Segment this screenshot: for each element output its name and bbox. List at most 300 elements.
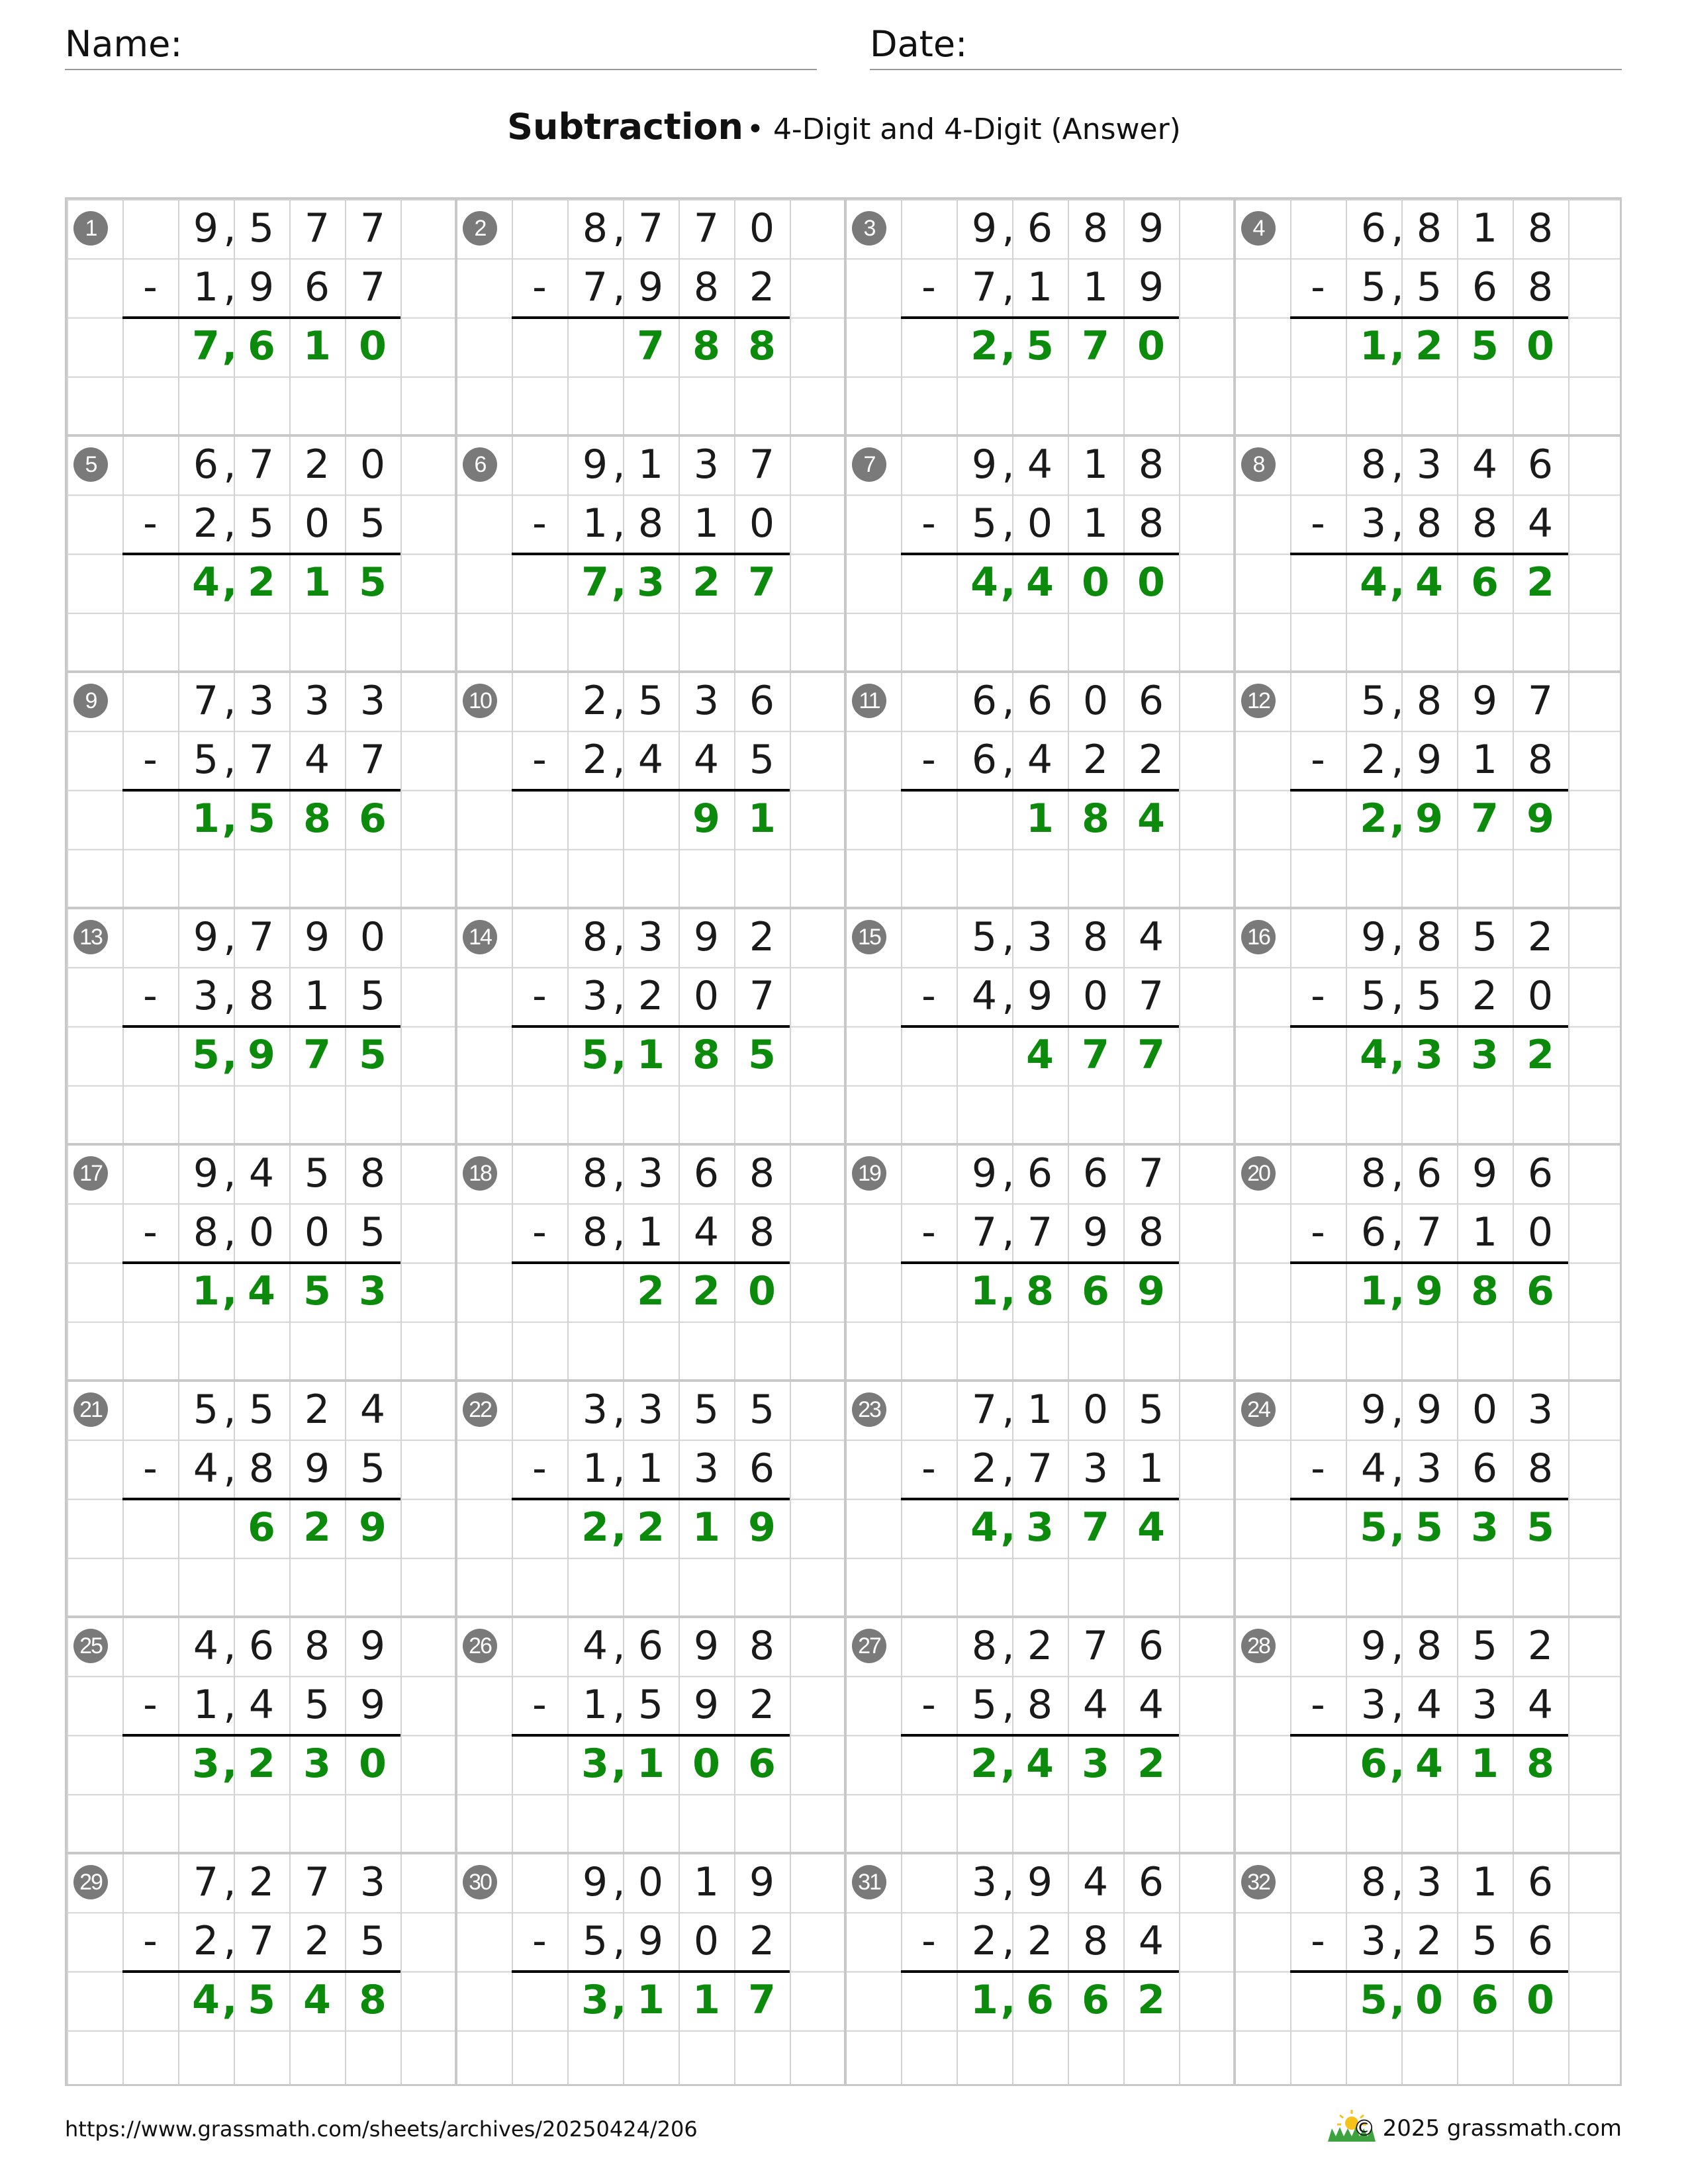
digit: 4 <box>193 1445 219 1492</box>
thousands-comma: , <box>1391 441 1404 488</box>
minuend <box>122 1381 400 1439</box>
digit: 5 <box>971 500 998 547</box>
digit: 4 <box>248 1150 275 1197</box>
digit: 8 <box>1360 1150 1387 1197</box>
problem-cell <box>845 672 1235 908</box>
thousands-comma: , <box>1389 1032 1405 1078</box>
thousands-comma: , <box>1391 1445 1404 1492</box>
digit: 7 <box>359 205 386 251</box>
digit: 4 <box>1082 1859 1109 1905</box>
digit: 5 <box>1415 1504 1443 1551</box>
digit: 6 <box>1527 441 1554 488</box>
digit: 9 <box>582 1859 608 1905</box>
subtrahend <box>512 1439 790 1498</box>
digit: 1 <box>1027 1387 1053 1433</box>
digit: 6 <box>971 678 998 724</box>
digit: 4 <box>303 1977 331 2023</box>
answer[interactable] <box>122 1262 400 1321</box>
answer[interactable] <box>901 1498 1179 1557</box>
digit: 2 <box>1082 737 1109 783</box>
digit: 8 <box>1526 1741 1554 1787</box>
subtrahend <box>901 1912 1179 1971</box>
digit: 8 <box>1416 914 1442 960</box>
subtrahend <box>122 731 400 790</box>
answer[interactable] <box>1290 1026 1568 1085</box>
problem-number-badge: 20 <box>1241 1156 1276 1191</box>
problem-number-badge: 7 <box>852 447 886 482</box>
subtrahend <box>901 494 1179 553</box>
thousands-comma: , <box>1002 1859 1015 1905</box>
thousands-comma: , <box>223 441 236 488</box>
thousands-comma: , <box>1389 559 1405 606</box>
digit: 1 <box>1472 1859 1498 1905</box>
digit: 5 <box>359 1918 386 1964</box>
digit: 2 <box>692 559 720 606</box>
subtrahend <box>901 731 1179 790</box>
digit: 9 <box>359 1504 387 1551</box>
answer[interactable] <box>122 1971 400 2030</box>
subtrahend <box>1290 967 1568 1026</box>
thousands-comma: , <box>223 914 236 960</box>
digit: 8 <box>582 1209 608 1255</box>
digit: 5 <box>1416 264 1442 310</box>
digit: 1 <box>692 1504 720 1551</box>
digit: 0 <box>1082 973 1109 1019</box>
thousands-comma: , <box>611 1741 627 1787</box>
minuend <box>901 1144 1179 1203</box>
thousands-comma: , <box>1389 796 1405 842</box>
digit: 2 <box>970 1741 998 1787</box>
digit: 2 <box>582 737 608 783</box>
subtrahend <box>512 1203 790 1262</box>
digit: 5 <box>304 1682 330 1728</box>
thousands-comma: , <box>223 1387 236 1433</box>
digit: 2 <box>1027 1918 1053 1964</box>
digit: 4 <box>1138 914 1164 960</box>
digit: 5 <box>1360 678 1387 724</box>
answer[interactable] <box>512 1498 790 1557</box>
problem-cell <box>456 1144 845 1381</box>
digit: 9 <box>1360 1623 1387 1669</box>
digit: 9 <box>1526 796 1554 842</box>
digit: 3 <box>971 1859 998 1905</box>
digit: 8 <box>582 914 608 960</box>
digit: 2 <box>1472 973 1498 1019</box>
digit: 0 <box>693 973 720 1019</box>
digit: 8 <box>1416 205 1442 251</box>
digit: 8 <box>1527 737 1554 783</box>
digit: 8 <box>971 1623 998 1669</box>
answer[interactable] <box>512 1971 790 2030</box>
problem-number-badge: 6 <box>463 447 497 482</box>
digit: 4 <box>1137 1504 1165 1551</box>
thousands-comma: , <box>223 1682 236 1728</box>
digit: 5 <box>1138 1387 1164 1433</box>
digit: 6 <box>748 1741 776 1787</box>
problem-cell <box>845 1144 1235 1381</box>
name-field[interactable] <box>65 20 817 70</box>
digit: 6 <box>248 1623 275 1669</box>
digit: 0 <box>1082 678 1109 724</box>
answer[interactable] <box>512 553 790 612</box>
digit: 0 <box>1526 323 1554 369</box>
footer-url[interactable]: https://www.grassmath.com/sheets/archives/20250424/206 <box>65 2116 698 2142</box>
digit: 5 <box>693 1387 720 1433</box>
answer[interactable] <box>901 1262 1179 1321</box>
digit: 7 <box>1137 1032 1165 1078</box>
thousands-comma: , <box>1389 1504 1405 1551</box>
answer[interactable] <box>901 790 1179 848</box>
answer[interactable] <box>901 1971 1179 2030</box>
digit: 3 <box>1415 1032 1443 1078</box>
digit: 9 <box>971 441 998 488</box>
thousands-comma: , <box>1391 1859 1404 1905</box>
problem-number-badge: 30 <box>463 1865 497 1899</box>
answer[interactable] <box>512 317 790 376</box>
thousands-comma: , <box>1391 264 1404 310</box>
date-field[interactable] <box>870 20 1622 70</box>
problem-number-badge: 26 <box>463 1629 497 1663</box>
thousands-comma: , <box>222 559 238 606</box>
digit: 5 <box>359 1209 386 1255</box>
digit: 0 <box>749 205 775 251</box>
digit: 1 <box>582 1682 608 1728</box>
digit: 7 <box>193 1859 219 1905</box>
thousands-comma: , <box>1391 1682 1404 1728</box>
digit: 2 <box>304 1387 330 1433</box>
digit: 8 <box>1138 1209 1164 1255</box>
digit: 4 <box>192 1977 220 2023</box>
digit: 9 <box>1027 973 1053 1019</box>
minus-sign: - <box>532 1445 547 1492</box>
digit: 4 <box>1472 441 1498 488</box>
thousands-comma: , <box>1002 1445 1015 1492</box>
thousands-comma: , <box>612 678 626 724</box>
digit: 0 <box>1415 1977 1443 2023</box>
digit: 8 <box>359 1977 387 2023</box>
problem-cell <box>1235 908 1624 1144</box>
thousands-comma: , <box>1002 1682 1015 1728</box>
digit: 5 <box>1472 1918 1498 1964</box>
digit: 9 <box>193 914 219 960</box>
minus-sign: - <box>1311 973 1325 1019</box>
digit: 1 <box>1472 1209 1498 1255</box>
digit: 9 <box>1360 914 1387 960</box>
minuend <box>901 1381 1179 1439</box>
problem-cell <box>456 1853 845 2089</box>
digit: 2 <box>1526 559 1554 606</box>
digit: 3 <box>1360 1918 1387 1964</box>
digit: 4 <box>970 1504 998 1551</box>
digit: 4 <box>248 1682 275 1728</box>
digit: 5 <box>582 1918 608 1964</box>
thousands-comma: , <box>1002 264 1015 310</box>
digit: 6 <box>1471 1977 1499 2023</box>
answer[interactable] <box>122 1498 400 1557</box>
minus-sign: - <box>143 973 158 1019</box>
digit: 6 <box>1138 678 1164 724</box>
digit: 3 <box>637 1150 664 1197</box>
answer[interactable] <box>512 1026 790 1085</box>
answer[interactable] <box>122 553 400 612</box>
digit: 5 <box>359 1032 387 1078</box>
thousands-comma: , <box>223 1623 236 1669</box>
thousands-comma: , <box>223 1209 236 1255</box>
minus-sign: - <box>143 1445 158 1492</box>
thousands-comma: , <box>612 973 626 1019</box>
digit: 7 <box>303 1032 331 1078</box>
answer[interactable] <box>122 1026 400 1085</box>
digit: 1 <box>1082 441 1109 488</box>
digit: 1 <box>1360 323 1387 369</box>
minuend <box>512 199 790 258</box>
digit: 1 <box>1360 1268 1387 1314</box>
digit: 8 <box>1416 678 1442 724</box>
digit: 1 <box>1027 264 1053 310</box>
digit: 5 <box>1416 973 1442 1019</box>
problem-cell <box>456 1381 845 1617</box>
digit: 4 <box>1527 500 1554 547</box>
digit: 6 <box>1138 1859 1164 1905</box>
thousands-comma: , <box>1000 559 1016 606</box>
problem-cell <box>845 435 1235 672</box>
digit: 8 <box>248 973 275 1019</box>
date-label: Date: <box>870 23 968 65</box>
answer[interactable] <box>901 553 1179 612</box>
digit: 8 <box>1527 264 1554 310</box>
thousands-comma: , <box>612 205 626 251</box>
digit: 3 <box>1082 1741 1109 1787</box>
digit: 2 <box>1416 1918 1442 1964</box>
digit: 6 <box>1526 1268 1554 1314</box>
minus-sign: - <box>1311 264 1325 310</box>
digit: 5 <box>1360 264 1387 310</box>
digit: 6 <box>749 678 775 724</box>
digit: 9 <box>1472 678 1498 724</box>
digit: 1 <box>637 1032 665 1078</box>
digit: 3 <box>1472 1682 1498 1728</box>
digit: 2 <box>637 1504 665 1551</box>
digit: 6 <box>1360 1209 1387 1255</box>
digit: 8 <box>248 1445 275 1492</box>
digit: 6 <box>1082 1977 1109 2023</box>
digit: 0 <box>1027 500 1053 547</box>
digit: 4 <box>192 559 220 606</box>
digit: 9 <box>637 1918 664 1964</box>
digit: 2 <box>970 323 998 369</box>
answer[interactable] <box>1290 1971 1568 2030</box>
digit: 9 <box>693 914 720 960</box>
answer[interactable] <box>1290 1735 1568 1794</box>
digit: 6 <box>1027 678 1053 724</box>
problem-number-badge: 25 <box>73 1629 108 1663</box>
digit: 7 <box>1027 1445 1053 1492</box>
thousands-comma: , <box>612 1150 626 1197</box>
minus-sign: - <box>143 500 158 547</box>
problem-cell <box>1235 672 1624 908</box>
digit: 1 <box>582 1445 608 1492</box>
problem-number-badge: 32 <box>1241 1865 1276 1899</box>
digit: 4 <box>1360 1445 1387 1492</box>
problem-cell <box>456 199 845 435</box>
digit: 7 <box>248 914 275 960</box>
digit: 9 <box>748 1504 776 1551</box>
thousands-comma: , <box>612 1209 626 1255</box>
digit: 8 <box>1527 205 1554 251</box>
minuend <box>122 672 400 731</box>
digit: 8 <box>359 1150 386 1197</box>
answer[interactable] <box>901 1735 1179 1794</box>
digit: 9 <box>1415 1268 1443 1314</box>
digit: 8 <box>748 323 776 369</box>
digit: 8 <box>1082 205 1109 251</box>
digit: 3 <box>693 678 720 724</box>
answer[interactable] <box>1290 317 1568 376</box>
digit: 6 <box>248 1504 275 1551</box>
subtrahend <box>122 1676 400 1735</box>
digit: 0 <box>1527 973 1554 1019</box>
problem-cell <box>1235 1381 1624 1617</box>
thousands-comma: , <box>1391 1150 1404 1197</box>
thousands-comma: , <box>1000 1741 1016 1787</box>
digit: 0 <box>748 1268 776 1314</box>
digit: 0 <box>359 1741 387 1787</box>
minuend <box>122 435 400 494</box>
thousands-comma: , <box>223 1918 236 1964</box>
answer[interactable] <box>1290 1498 1568 1557</box>
thousands-comma: , <box>1391 1209 1404 1255</box>
digit: 9 <box>1415 796 1443 842</box>
thousands-comma: , <box>1389 323 1405 369</box>
digit: 0 <box>1472 1387 1498 1433</box>
digit: 4 <box>1137 796 1165 842</box>
digit: 3 <box>1527 1387 1554 1433</box>
digit: 2 <box>193 500 219 547</box>
minus-sign: - <box>1311 1209 1325 1255</box>
digit: 5 <box>1471 323 1499 369</box>
subtrahend <box>512 494 790 553</box>
digit: 0 <box>359 914 386 960</box>
problem-number-badge: 5 <box>73 447 108 482</box>
digit: 2 <box>581 1504 609 1551</box>
digit: 4 <box>1027 441 1053 488</box>
answer[interactable] <box>512 1262 790 1321</box>
digit: 8 <box>1471 1268 1499 1314</box>
minus-sign: - <box>1311 1918 1325 1964</box>
answer[interactable] <box>512 790 790 848</box>
digit: 8 <box>1416 1623 1442 1669</box>
digit: 6 <box>1360 1741 1387 1787</box>
digit: 2 <box>749 1918 775 1964</box>
digit: 2 <box>971 1918 998 1964</box>
minus-sign: - <box>921 264 936 310</box>
digit: 1 <box>970 1268 998 1314</box>
answer[interactable] <box>512 1735 790 1794</box>
digit: 4 <box>248 1268 275 1314</box>
digit: 5 <box>248 796 275 842</box>
digit: 9 <box>637 264 664 310</box>
minus-sign: - <box>532 1209 547 1255</box>
digit: 2 <box>749 264 775 310</box>
digit: 6 <box>693 1150 720 1197</box>
problem-cell <box>845 199 1235 435</box>
thousands-comma: , <box>1391 973 1404 1019</box>
problem-cell <box>456 908 845 1144</box>
thousands-comma: , <box>222 1741 238 1787</box>
digit: 1 <box>304 973 330 1019</box>
digit: 6 <box>637 1623 664 1669</box>
answer[interactable] <box>1290 790 1568 848</box>
digit: 8 <box>303 796 331 842</box>
name-label: Name: <box>65 23 183 65</box>
digit: 3 <box>1416 1445 1442 1492</box>
digit: 3 <box>359 1859 386 1905</box>
minus-sign: - <box>921 737 936 783</box>
digit: 0 <box>248 1209 275 1255</box>
problem-cell <box>845 1617 1235 1853</box>
problem-cell <box>1235 199 1624 435</box>
answer[interactable] <box>122 790 400 848</box>
digit: 1 <box>637 1741 665 1787</box>
digit: 3 <box>581 1741 609 1787</box>
digit: 3 <box>637 914 664 960</box>
title-subtitle: • 4-Digit and 4-Digit (Answer) <box>747 113 1181 146</box>
digit: 0 <box>637 1859 664 1905</box>
minuend <box>901 672 1179 731</box>
digit: 5 <box>971 914 998 960</box>
answer[interactable] <box>901 317 1179 376</box>
digit: 5 <box>749 1387 775 1433</box>
digit: 6 <box>1472 1445 1498 1492</box>
answer[interactable] <box>122 317 400 376</box>
digit: 8 <box>1360 441 1387 488</box>
digit: 1 <box>637 441 664 488</box>
digit: 9 <box>248 1032 275 1078</box>
digit: 3 <box>192 1741 220 1787</box>
digit: 7 <box>1082 323 1109 369</box>
problem-cell <box>456 672 845 908</box>
digit: 9 <box>1027 1859 1053 1905</box>
answer[interactable] <box>122 1735 400 1794</box>
digit: 1 <box>1138 1445 1164 1492</box>
digit: 4 <box>1415 1741 1443 1787</box>
thousands-comma: , <box>223 264 236 310</box>
digit: 6 <box>1026 1977 1054 2023</box>
digit: 9 <box>1138 264 1164 310</box>
minus-sign: - <box>143 1209 158 1255</box>
digit: 1 <box>193 264 219 310</box>
answer[interactable] <box>1290 553 1568 612</box>
digit: 2 <box>1360 737 1387 783</box>
answer[interactable] <box>1290 1262 1568 1321</box>
digit: 1 <box>192 1268 220 1314</box>
minus-sign: - <box>921 973 936 1019</box>
problem-number-badge: 29 <box>73 1865 108 1899</box>
thousands-comma: , <box>612 500 626 547</box>
minus-sign: - <box>1311 1682 1325 1728</box>
answer[interactable] <box>901 1026 1179 1085</box>
thousands-comma: , <box>1002 737 1015 783</box>
digit: 4 <box>304 737 330 783</box>
digit: 8 <box>1026 1268 1054 1314</box>
digit: 1 <box>1471 1741 1499 1787</box>
digit: 3 <box>1026 1504 1054 1551</box>
minuend <box>512 435 790 494</box>
digit: 2 <box>1027 1623 1053 1669</box>
thousands-comma: , <box>612 1623 626 1669</box>
digit: 4 <box>1360 559 1387 606</box>
digit: 2 <box>692 1268 720 1314</box>
